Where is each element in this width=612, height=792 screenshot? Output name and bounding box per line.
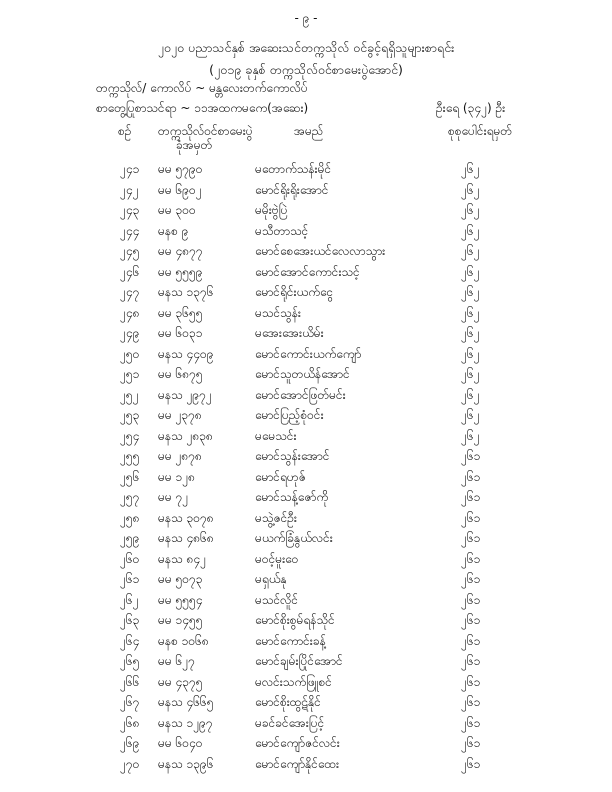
row-number: ၂၅၁: [120, 367, 140, 381]
header-name: အမည်: [294, 124, 324, 138]
total-marks: ၂၆၂: [461, 182, 480, 197]
table-row: [0, 387, 612, 409]
roll-number: မမ ၄၃၇၅: [158, 674, 203, 689]
seats-count: ဦးရေ (၃၄၂) ဦး: [436, 101, 506, 115]
row-number: ၂၅၄: [120, 428, 140, 443]
table-row: [0, 243, 612, 265]
student-name: မဝင့်မူးဝေ: [255, 551, 299, 566]
roll-number: မမ ၃၀၀: [158, 203, 196, 217]
header-no: စဉ်: [118, 124, 132, 138]
total-marks: ၂၆၁: [461, 551, 481, 566]
total-marks: ၂၆၁: [461, 633, 481, 648]
row-number: ၂၄၁: [120, 162, 140, 176]
roll-number: မမ ၆၉၀၂: [158, 182, 202, 197]
roll-number: မမ ၂၈၇၈: [158, 449, 202, 463]
total-marks: ၂၆၁: [461, 510, 481, 525]
row-number: ၂၆၁: [120, 572, 140, 586]
table-row: [0, 366, 612, 388]
total-marks: ၂၆၁: [461, 756, 481, 771]
total-marks: ၂၆၁: [461, 531, 481, 545]
student-name: မောင်စိုးစွမ်ရန်သိုင်: [255, 613, 335, 627]
student-name: မအေးအေးယိမ်း: [255, 326, 324, 340]
table-row: [0, 264, 612, 286]
row-number: ၂၄၃: [120, 203, 140, 217]
student-name: မောင်သွန်းအောင်: [255, 449, 330, 463]
row-number: ၂၅၀: [120, 346, 140, 361]
roll-number: မမ ၁၄၅၅: [158, 613, 203, 627]
row-number: ၂၇၀: [120, 756, 140, 771]
roll-number: မမ ၅၅၅၄: [158, 592, 203, 607]
roll-number: မမ ၇၂: [158, 490, 189, 504]
roll-number: မနသ ၁၃၉၆: [158, 756, 214, 771]
university-line: တက္ကသိုလ်/ ကောလိပ် ~ မန္တလေးတက်ကောလိပ်: [96, 81, 308, 95]
roll-number: မနသ ၄၄၀၉: [158, 346, 214, 361]
roll-number: မမ ၃၆၅၅: [158, 305, 203, 320]
roll-number: မနသ ၄၈၆၈: [158, 531, 214, 545]
row-number: ၂၄၈: [120, 305, 140, 320]
roll-number: မနစ ၁၀၆၈: [158, 633, 209, 648]
row-number: ၂၅၉: [120, 531, 140, 545]
table-row: [0, 223, 612, 245]
table-row: [0, 633, 612, 655]
row-number: ၂၅၃: [120, 408, 140, 422]
total-marks: ၂၆၁: [461, 695, 481, 709]
student-name: မရှယ်နု: [255, 572, 287, 586]
total-marks: ၂၆၂: [461, 408, 480, 422]
row-number: ၂၅၂: [120, 387, 139, 402]
total-marks: ၂၆၁: [461, 674, 481, 689]
row-number: ၂၆၈: [120, 715, 140, 730]
roll-number: မမ ၅၇၉၀: [158, 162, 203, 176]
table-row: [0, 346, 612, 368]
row-number: ၂၄၆: [120, 264, 140, 279]
table-row: [0, 428, 612, 450]
roll-number: မနသ ၁၂၉၇: [158, 715, 213, 730]
roll-number: မနသ ၈၄၂: [158, 551, 206, 566]
roll-number: မမ ၂၃၇၈: [158, 408, 202, 422]
header-roll-number: တက္ကသိုလ်ဝင်စာမေးပွဲ: [158, 124, 253, 138]
student-name: မောင်ကောင်းခန့်: [255, 633, 326, 648]
total-marks: ၂၆၂: [461, 244, 480, 258]
roll-number: မနသ ၂၈၃၈: [158, 428, 213, 443]
student-name: မသင်လိူင်: [255, 592, 299, 607]
roll-number: မနသ ၂၉၇၂: [158, 387, 212, 402]
document-subtitle: (၂၀၁၉ ခုနှစ် တက္ကသိုလ်ဝင်စာမေးပွဲအောင်): [209, 62, 403, 77]
student-name: မောင်ပြည့်စုံဝင်း: [255, 408, 324, 422]
total-marks: ၂၆၂: [461, 285, 480, 299]
student-name: မောင်ကျော်ဇင်လင်း: [255, 736, 340, 750]
table-row: [0, 305, 612, 327]
header-total-marks: စုစုပေါင်းရမှတ်: [448, 124, 513, 138]
table-row: [0, 182, 612, 204]
total-marks: ၂၆၁: [461, 449, 481, 463]
document-title: ၂၀၂၀ ပညာသင်နှစ် အဆေးသင်တက္ကသိုလ် ဝင်ခွင့်ရရှိသူများစာရင်း: [157, 40, 455, 55]
student-name: မောင်စေအေးယင်လေလာသွား: [255, 244, 386, 258]
header-roll-number-sub: ခုံအမှတ်: [176, 138, 213, 152]
roll-number: မမ ၆၀၃၁: [158, 326, 203, 340]
row-number: ၂၄၅: [120, 244, 140, 258]
student-name: မမေသင်း: [255, 428, 297, 443]
roll-number: မမ ၅၅၅၉: [158, 264, 203, 279]
table-row: [0, 694, 612, 716]
student-name: မလင်းသက်ဖြူစင်: [255, 674, 332, 689]
exam-center-line: စာတွေ့ပြုစာသင်ရာ ~ ၁၁အထကမကေ(အဆေး): [96, 101, 309, 115]
table-row: [0, 551, 612, 573]
student-name: မောင်အောင်ဖြတ်မင်း: [255, 387, 346, 402]
row-number: ၂၆၂: [120, 592, 139, 607]
total-marks: ၂၆၁: [461, 736, 481, 750]
student-name: မောင်ရိုင်းယက်ငွေ: [255, 285, 334, 299]
total-marks: ၂၆၂: [461, 162, 480, 176]
total-marks: ၂၆၁: [461, 592, 481, 607]
total-marks: ၂၆၁: [461, 469, 481, 484]
student-name: မခင်ခင်အေးပြင့်: [255, 715, 325, 730]
table-row: [0, 735, 612, 757]
table-row: [0, 448, 612, 470]
total-marks: ၂၆၂: [461, 346, 480, 361]
total-marks: ၂၆၂: [461, 428, 480, 443]
roll-number: မနစ ၉: [158, 223, 189, 238]
total-marks: ၂၆၂: [461, 305, 480, 320]
row-number: ၂၆၉: [120, 736, 140, 750]
table-row: [0, 161, 612, 183]
page-number: - ၉ -: [294, 11, 318, 25]
roll-number: မမ ၁၂၈: [158, 469, 196, 484]
table-row: [0, 530, 612, 552]
total-marks: ၂၆၁: [461, 654, 481, 668]
row-number: ၂၄၇: [120, 285, 140, 299]
table-row: [0, 469, 612, 491]
student-name: မောင်ကျော်နိုင်ထေး: [255, 756, 340, 771]
roll-number: မနသ ၁၃၇၆: [158, 285, 214, 299]
student-name: မတောက်သန်းမိုင်: [255, 162, 332, 176]
total-marks: ၂၆၁: [461, 715, 481, 730]
total-marks: ၂၆၁: [461, 572, 481, 586]
total-marks: ၂၆၂: [461, 367, 480, 381]
row-number: ၂၆၆: [120, 674, 140, 689]
student-name: မောင်သန့်ဇော်ကို: [255, 490, 329, 504]
student-name: မသွဲ့ဇင်ဦး: [255, 510, 297, 525]
row-number: ၂၄၄: [120, 223, 140, 238]
table-row: [0, 674, 612, 696]
table-row: [0, 489, 612, 511]
table-row: [0, 653, 612, 675]
table-row: [0, 284, 612, 306]
table-row: [0, 756, 612, 778]
table-row: [0, 325, 612, 347]
table-row: [0, 407, 612, 429]
student-name: မမိုးဗွဲပြဲ: [255, 203, 288, 217]
roll-number: မမ ၆၂၇: [158, 654, 195, 668]
total-marks: ၂၆၂: [461, 387, 480, 402]
total-marks: ၂၆၁: [461, 613, 481, 627]
total-marks: ၂၆၂: [461, 223, 480, 238]
row-number: ၂၅၅: [120, 449, 140, 463]
student-name: မောင်သူတယိန်အောင်: [255, 367, 350, 381]
roll-number: မနသ ၄၆၆၅: [158, 695, 214, 709]
table-row: [0, 592, 612, 614]
total-marks: ၂၆၁: [461, 490, 481, 504]
student-name: မောင်ချမ်းပြိုင်အောင်: [255, 654, 343, 668]
roll-number: မနသ ၃၀၇၈: [158, 510, 214, 525]
student-name: မသီတာသင့်: [255, 223, 309, 238]
roll-number: မမ ၄၈၇၇: [158, 244, 203, 258]
table-row: [0, 510, 612, 532]
row-number: ၂၆၄: [120, 633, 140, 648]
student-name: မောင်အောင်ကောင်းသင့်: [255, 264, 360, 279]
row-number: ၂၄၂: [120, 182, 139, 197]
student-name: မောင်စိုးထွဋ်နိုင်: [255, 695, 321, 709]
roll-number: မမ ၆၀၄၀: [158, 736, 203, 750]
student-name: မယက်ခြံနွယ်လင်း: [255, 531, 333, 545]
student-name: မောင်ကောင်းယက်ကျော်: [255, 346, 362, 361]
table-row: [0, 571, 612, 593]
table-row: [0, 612, 612, 634]
total-marks: ၂၆၂: [461, 326, 480, 340]
student-name: မောင်ရိုးရိုးအောင်: [255, 182, 329, 197]
total-marks: ၂၆၂: [461, 203, 480, 217]
table-row: [0, 715, 612, 737]
student-name: မောင်ရဟုဇ်: [255, 469, 306, 484]
row-number: ၂၆၇: [120, 695, 140, 709]
row-number: ၂၅၈: [120, 510, 140, 525]
roll-number: မမ ၆၈၇၅: [158, 367, 203, 381]
row-number: ၂၅၆: [120, 469, 140, 484]
table-row: [0, 202, 612, 224]
row-number: ၂၆၅: [120, 654, 140, 668]
row-number: ၂၆၃: [120, 613, 140, 627]
roll-number: မမ ၅၀၇၃: [158, 572, 203, 586]
row-number: ၂၅၇: [120, 490, 140, 504]
row-number: ၂၄၉: [120, 326, 140, 340]
row-number: ၂၆၀: [120, 551, 140, 566]
student-name: မသင်သွန်း: [255, 305, 301, 320]
total-marks: ၂၆၂: [461, 264, 480, 279]
